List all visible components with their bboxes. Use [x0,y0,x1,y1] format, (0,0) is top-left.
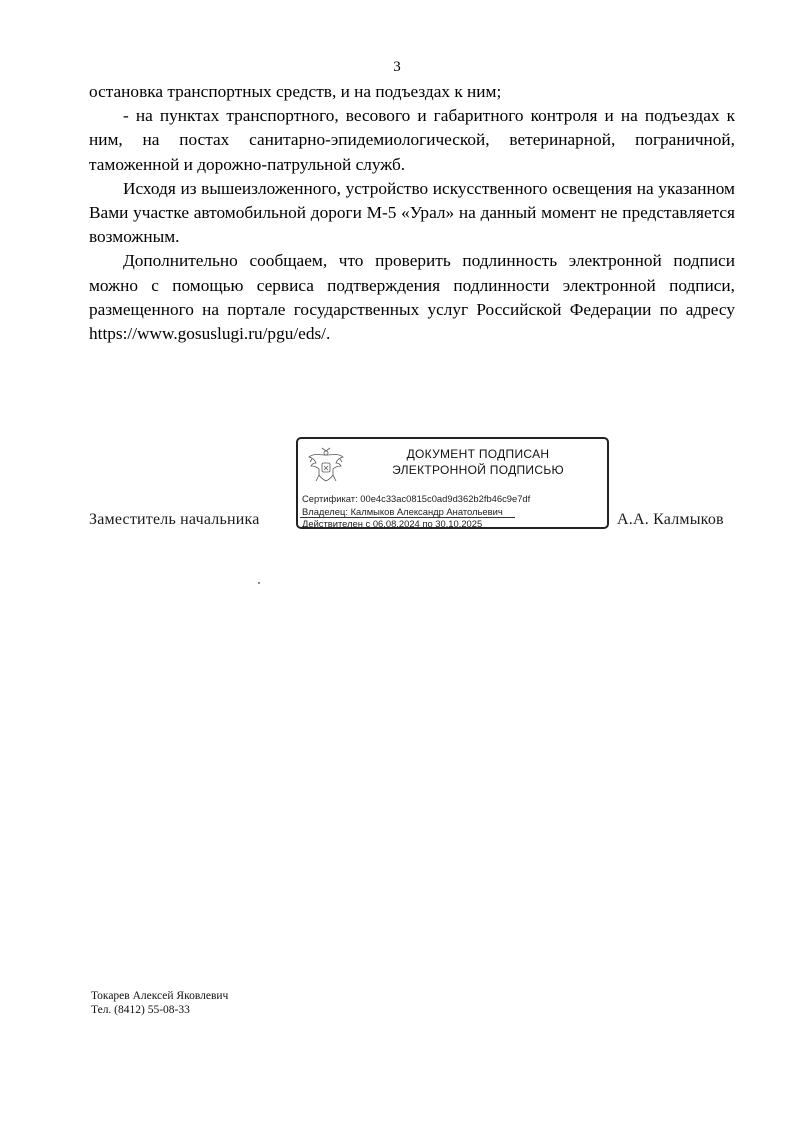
executor-phone: Тел. (8412) 55-08-33 [91,1004,190,1016]
paragraph-3: Исходя из вышеизложенного, устройство искусственного освещения на указанном Вами участке автомобильной дороги М-5 «Урал» на данный момент не представляется возможным. [89,178,735,247]
electronic-signature-stamp [296,437,609,529]
executor-name: Токарев Алексей Яковлевич [91,990,229,1002]
paragraph-4: Дополнительно сообщаем, что проверить подлинность электронной подписи можно с помощью сервиса подтверждения подлинности электронной подписи, размещенного на портале государственных услуг Российской Федерации по адресу https://www.gosuslugi.ru/pgu/eds/. [89,251,735,344]
stamp-validity: Действителен с 06.08.2024 по 30.10.2025 [302,518,483,529]
stamp-owner: Владелец: Калмыков Александр Анатольевич [302,506,503,517]
signer-name: А.А. Калмыков [617,511,724,528]
signer-position: Заместитель начальника [89,511,260,528]
page-number: 3 [393,59,401,75]
paragraph-1: остановка транспортных средств, и на подъездах к ним; [89,82,502,101]
scan-speck [258,582,260,584]
paragraph-2: - на пунктах транспортного, весового и габаритного контроля и на подъездах к ним, на постах санитарно-эпидемиологической, ветеринарной, пограничной, таможенной и дорожно-патрульной служб. [89,106,735,174]
stamp-title-line-2: ЭЛЕКТРОННОЙ ПОДПИСЬЮ [392,463,564,477]
stamp-certificate: Сертификат: 00e4c33ac0815c0ad9d362b2fb46c9e7df [302,493,531,504]
letter-body [89,80,735,346]
stamp-title-line-1: ДОКУМЕНТ ПОДПИСАН [406,447,550,461]
coat-of-arms-icon [304,445,348,485]
executor-contact [91,989,228,1017]
